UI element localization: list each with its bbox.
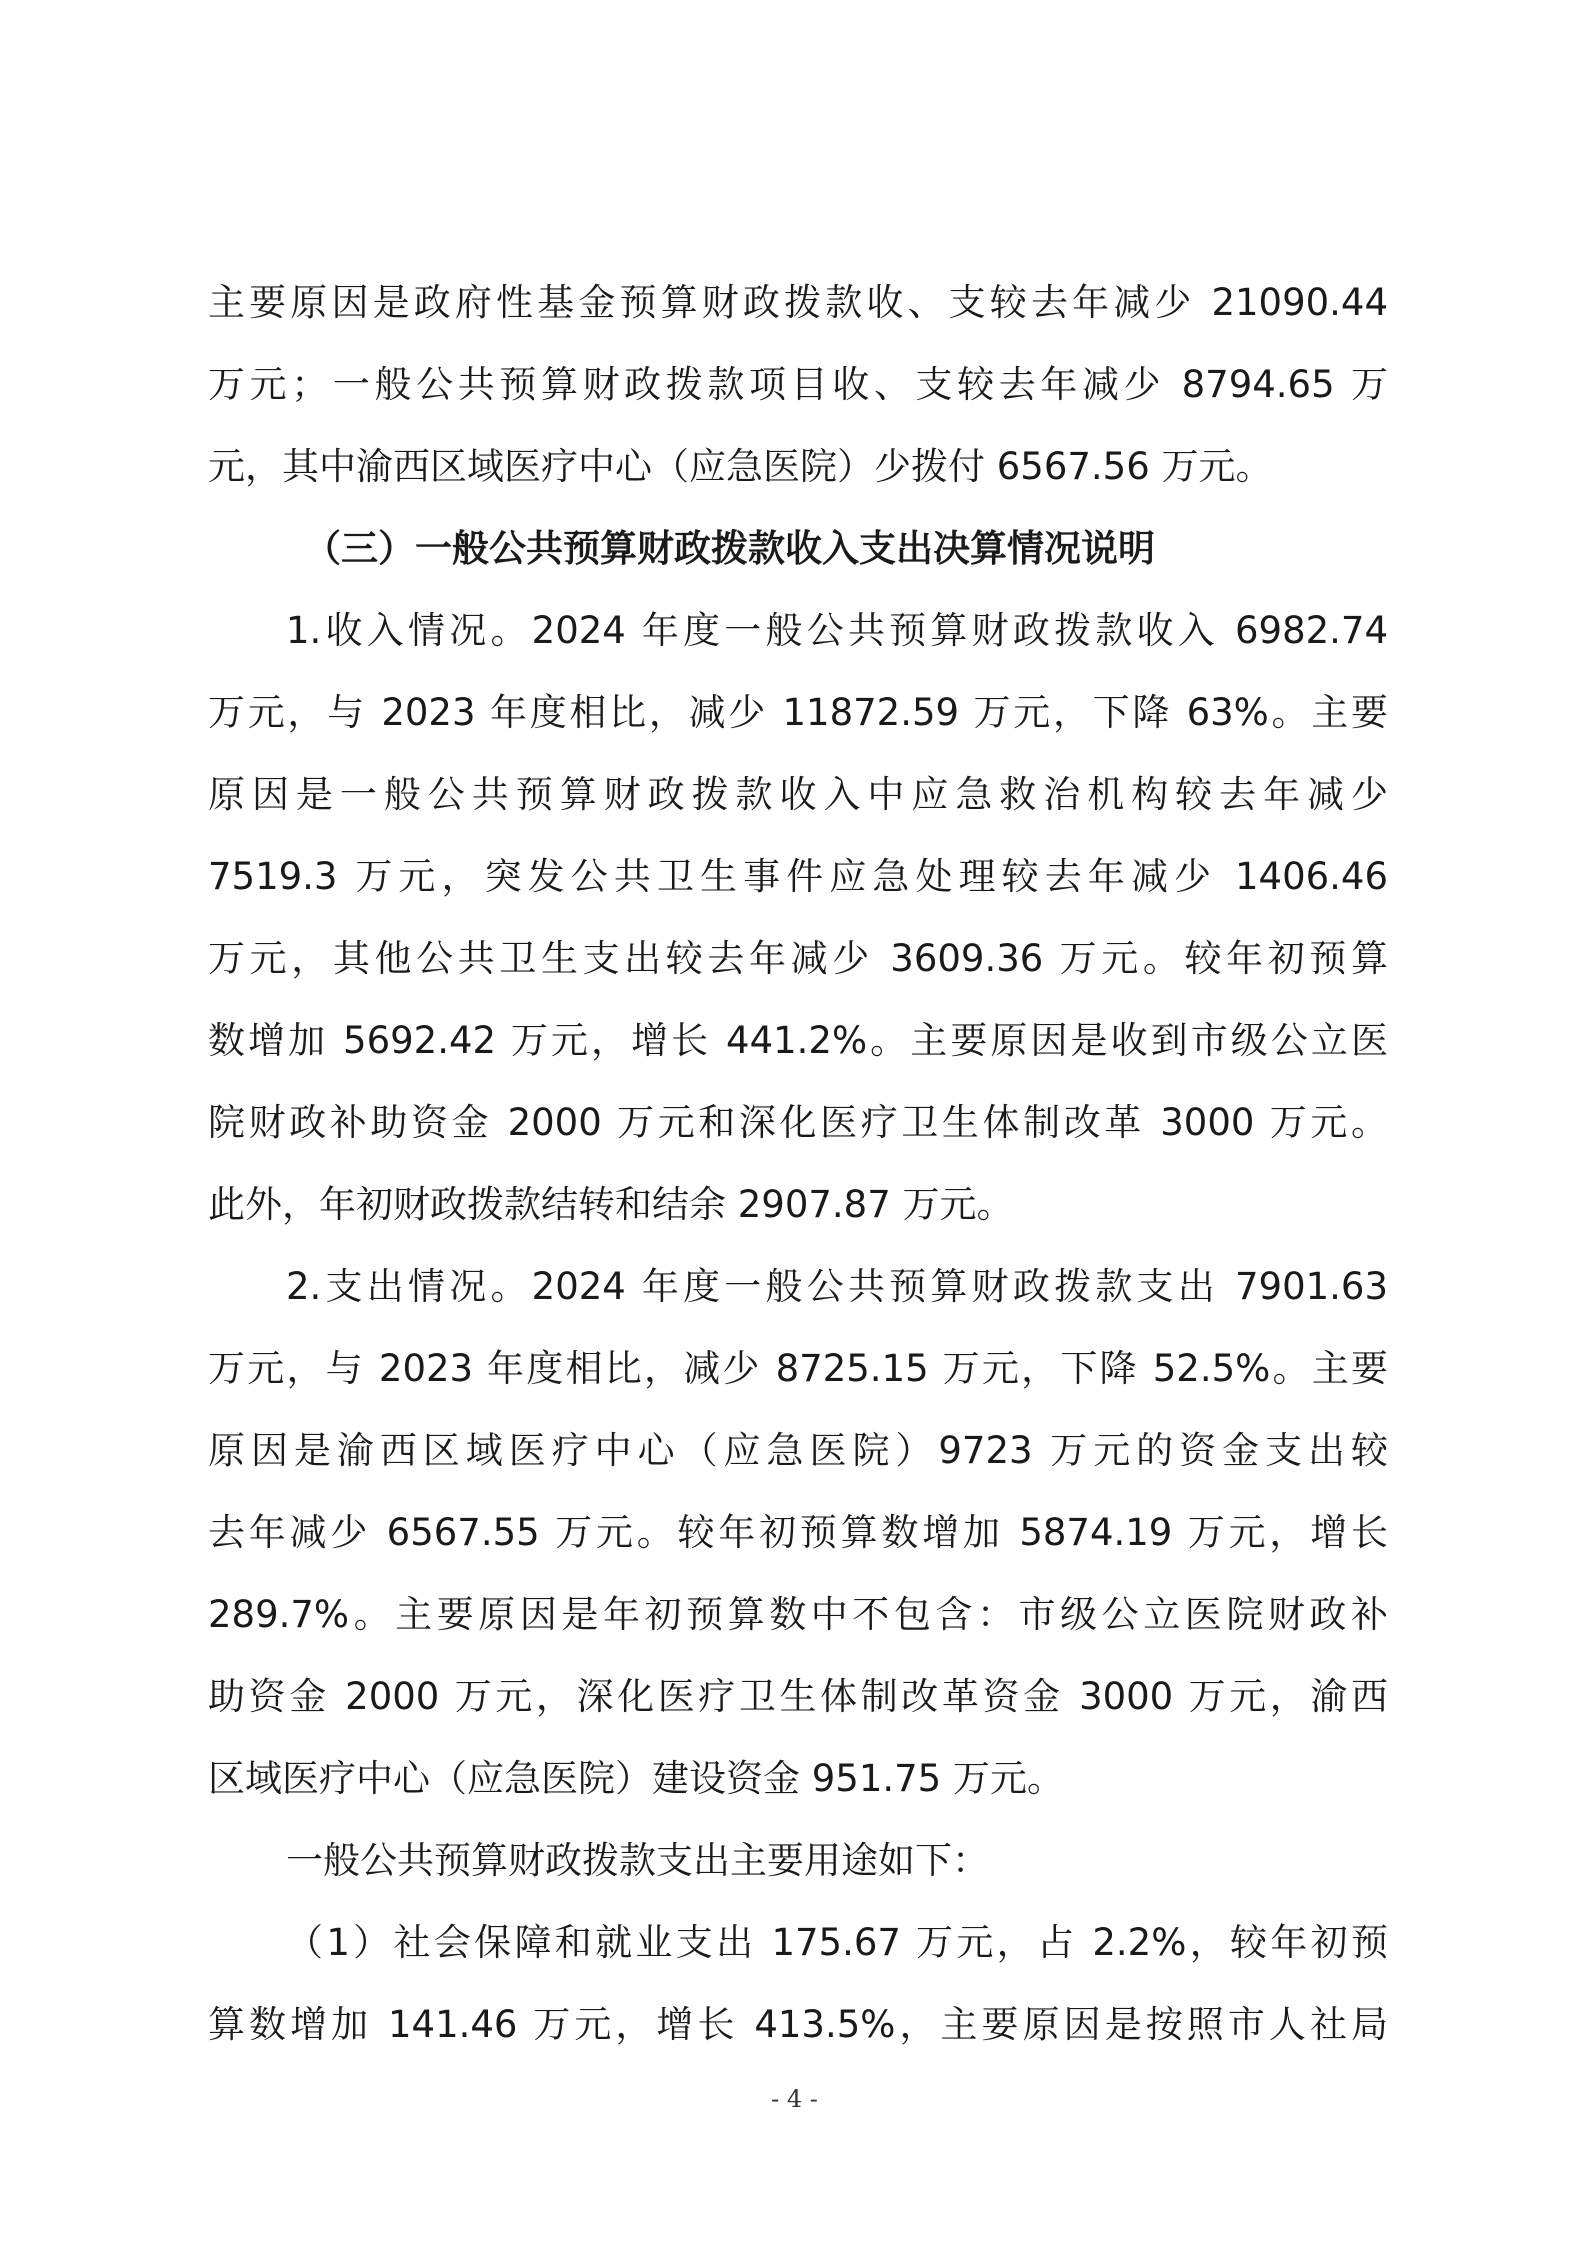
paragraph (208, 1246, 1388, 1820)
text-line: 万元，其他公共卫生支出较去年减少 3609.36 万元。较年初预算 (208, 937, 1388, 980)
document-body (208, 262, 1388, 2066)
paragraph (208, 262, 1388, 508)
text-line: 万元，与 2023 年度相比，减少 11872.59 万元，下降 63%。主要 (208, 691, 1388, 734)
text-line: 院财政补助资金 2000 万元和深化医疗卫生体制改革 3000 万元。 (208, 1101, 1388, 1144)
section-heading: （三）一般公共预算财政拨款收入支出决算情况说明 (304, 527, 1155, 570)
paragraph (208, 590, 1388, 1246)
text-line: 2.支出情况。2024 年度一般公共预算财政拨款支出 7901.63 (286, 1265, 1388, 1308)
paragraph (208, 1820, 1388, 1902)
text-line: 助资金 2000 万元，深化医疗卫生体制改革资金 3000 万元，渝西 (208, 1675, 1388, 1718)
text-line: 主要原因是政府性基金预算财政拨款收、支较去年减少 21090.44 (208, 281, 1388, 324)
text-line: 一般公共预算财政拨款支出主要用途如下： (286, 1839, 989, 1882)
text-line: 1.收入情况。2024 年度一般公共预算财政拨款收入 6982.74 (286, 609, 1388, 652)
text-line: 此外，年初财政拨款结转和结余 2907.87 万元。 (208, 1183, 1014, 1226)
text-line: 区域医疗中心（应急医院）建设资金 951.75 万元。 (208, 1757, 1064, 1800)
text-line: 元，其中渝西区域医疗中心（应急医院）少拨付 6567.56 万元。 (208, 445, 1273, 488)
text-line: 万元，与 2023 年度相比，减少 8725.15 万元，下降 52.5%。主要 (208, 1347, 1388, 1390)
text-line: 去年减少 6567.55 万元。较年初预算数增加 5874.19 万元，增长 (208, 1511, 1388, 1554)
text-line: 7519.3 万元，突发公共卫生事件应急处理较去年减少 1406.46 (208, 855, 1388, 898)
text-line: 算数增加 141.46 万元，增长 413.5%，主要原因是按照市人社局 (208, 2003, 1388, 2046)
text-line: 万元；一般公共预算财政拨款项目收、支较去年减少 8794.65 万 (208, 363, 1388, 406)
text-line: 数增加 5692.42 万元，增长 441.2%。主要原因是收到市级公立医 (208, 1019, 1388, 1062)
text-line: 原因是一般公共预算财政拨款收入中应急救治机构较去年减少 (208, 773, 1388, 816)
page-number: - 4 - (771, 2085, 818, 2113)
text-line: 289.7%。主要原因是年初预算数中不包含：市级公立医院财政补 (208, 1593, 1388, 1636)
text-line: 原因是渝西区域医疗中心（应急医院）9723 万元的资金支出较 (208, 1429, 1388, 1472)
paragraph (208, 1902, 1388, 2066)
text-line: （1）社会保障和就业支出 175.67 万元，占 2.2%，较年初预 (286, 1921, 1388, 1964)
